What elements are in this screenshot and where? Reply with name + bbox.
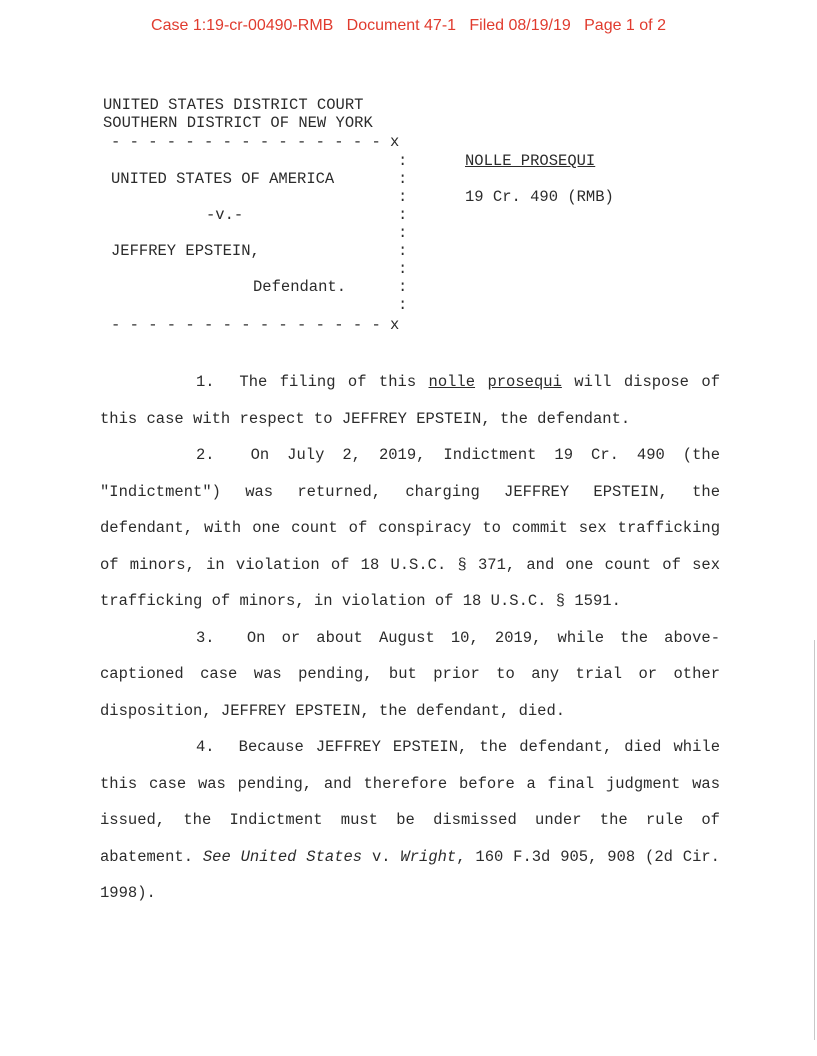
- paragraph-number: 2.: [196, 446, 215, 464]
- paragraph-number: 3.: [196, 628, 215, 647]
- paragraph-text: , 160 F.3d 905, 908 (2d Cir. 1998).: [100, 847, 720, 902]
- case-header-stamp: Case 1:19-cr-00490-RMB Document 47-1 Filed 08/19/19 Page 1 of 2: [151, 17, 666, 34]
- paragraph-text: On or about August 10, 2019, while the above-captioned case was pending, but prior to any trial or other disposition, JEFFREY EPSTEIN, the defendant, died.: [100, 628, 720, 720]
- caption-plaintiff: UNITED STATES OF AMERICA: [111, 170, 335, 188]
- document-body: [100, 364, 720, 912]
- caption-versus: -v.-: [206, 206, 244, 224]
- underlined-term: prosequi: [487, 373, 562, 391]
- paragraph-1: [100, 364, 720, 437]
- paragraph-text: The filing of this: [239, 373, 429, 391]
- paragraph-text: [475, 373, 487, 391]
- document-title: NOLLE PROSEQUI: [465, 152, 596, 170]
- caption-colon: :: [398, 278, 408, 296]
- caption-colon: :: [398, 206, 408, 224]
- paragraph-text: Because JEFFREY EPSTEIN, the defendant, died while this case was pending, and therefore before a final judgment was issued, the Indictment must be dismissed under the rule of abatement.: [100, 738, 720, 866]
- paragraph-4: [100, 729, 720, 912]
- caption-colon: :: [398, 224, 408, 242]
- court-name: UNITED STATES DISTRICT COURT: [103, 96, 364, 114]
- scan-edge-mark: [814, 640, 815, 1040]
- paragraph-2: [100, 437, 720, 620]
- caption-colon: :: [398, 188, 408, 206]
- caption-colon: :: [398, 170, 408, 188]
- case-citation-name: See United States: [202, 847, 363, 866]
- case-number: 19 Cr. 490 (RMB): [465, 188, 614, 206]
- caption-defendant-name: JEFFREY EPSTEIN,: [111, 242, 260, 260]
- caption-defendant-label: Defendant.: [253, 278, 347, 296]
- court-district: SOUTHERN DISTRICT OF NEW YORK: [103, 114, 373, 132]
- caption-top-rule: - - - - - - - - - - - - - - - x: [111, 133, 400, 151]
- paragraph-3: [100, 620, 720, 730]
- caption-colon: :: [398, 296, 408, 314]
- underlined-term: nolle: [428, 373, 476, 391]
- paragraph-number: 1.: [196, 373, 215, 391]
- paragraph-text: will dispose of this case with respect to JEFFREY EPSTEIN, the defendant.: [100, 373, 720, 428]
- caption-bottom-rule: - - - - - - - - - - - - - - - x: [111, 316, 400, 334]
- caption-colon: :: [398, 260, 408, 278]
- caption-colon: :: [398, 242, 408, 260]
- paragraph-text: v.: [362, 847, 401, 866]
- paragraph-number: 4.: [196, 738, 215, 756]
- paragraph-text: On July 2, 2019, Indictment 19 Cr. 490 (the "Indictment") was returned, charging JEFFREY EPSTEIN, the defendant, with one count of conspiracy to commit sex trafficking of minors, in violation of 18 U.S.C. § 371, and one count of sex trafficking of minors, in violation of 18 U.S.C. § 1591.: [100, 446, 720, 610]
- caption-colon: :: [398, 152, 408, 170]
- case-citation-party: Wright: [400, 847, 457, 866]
